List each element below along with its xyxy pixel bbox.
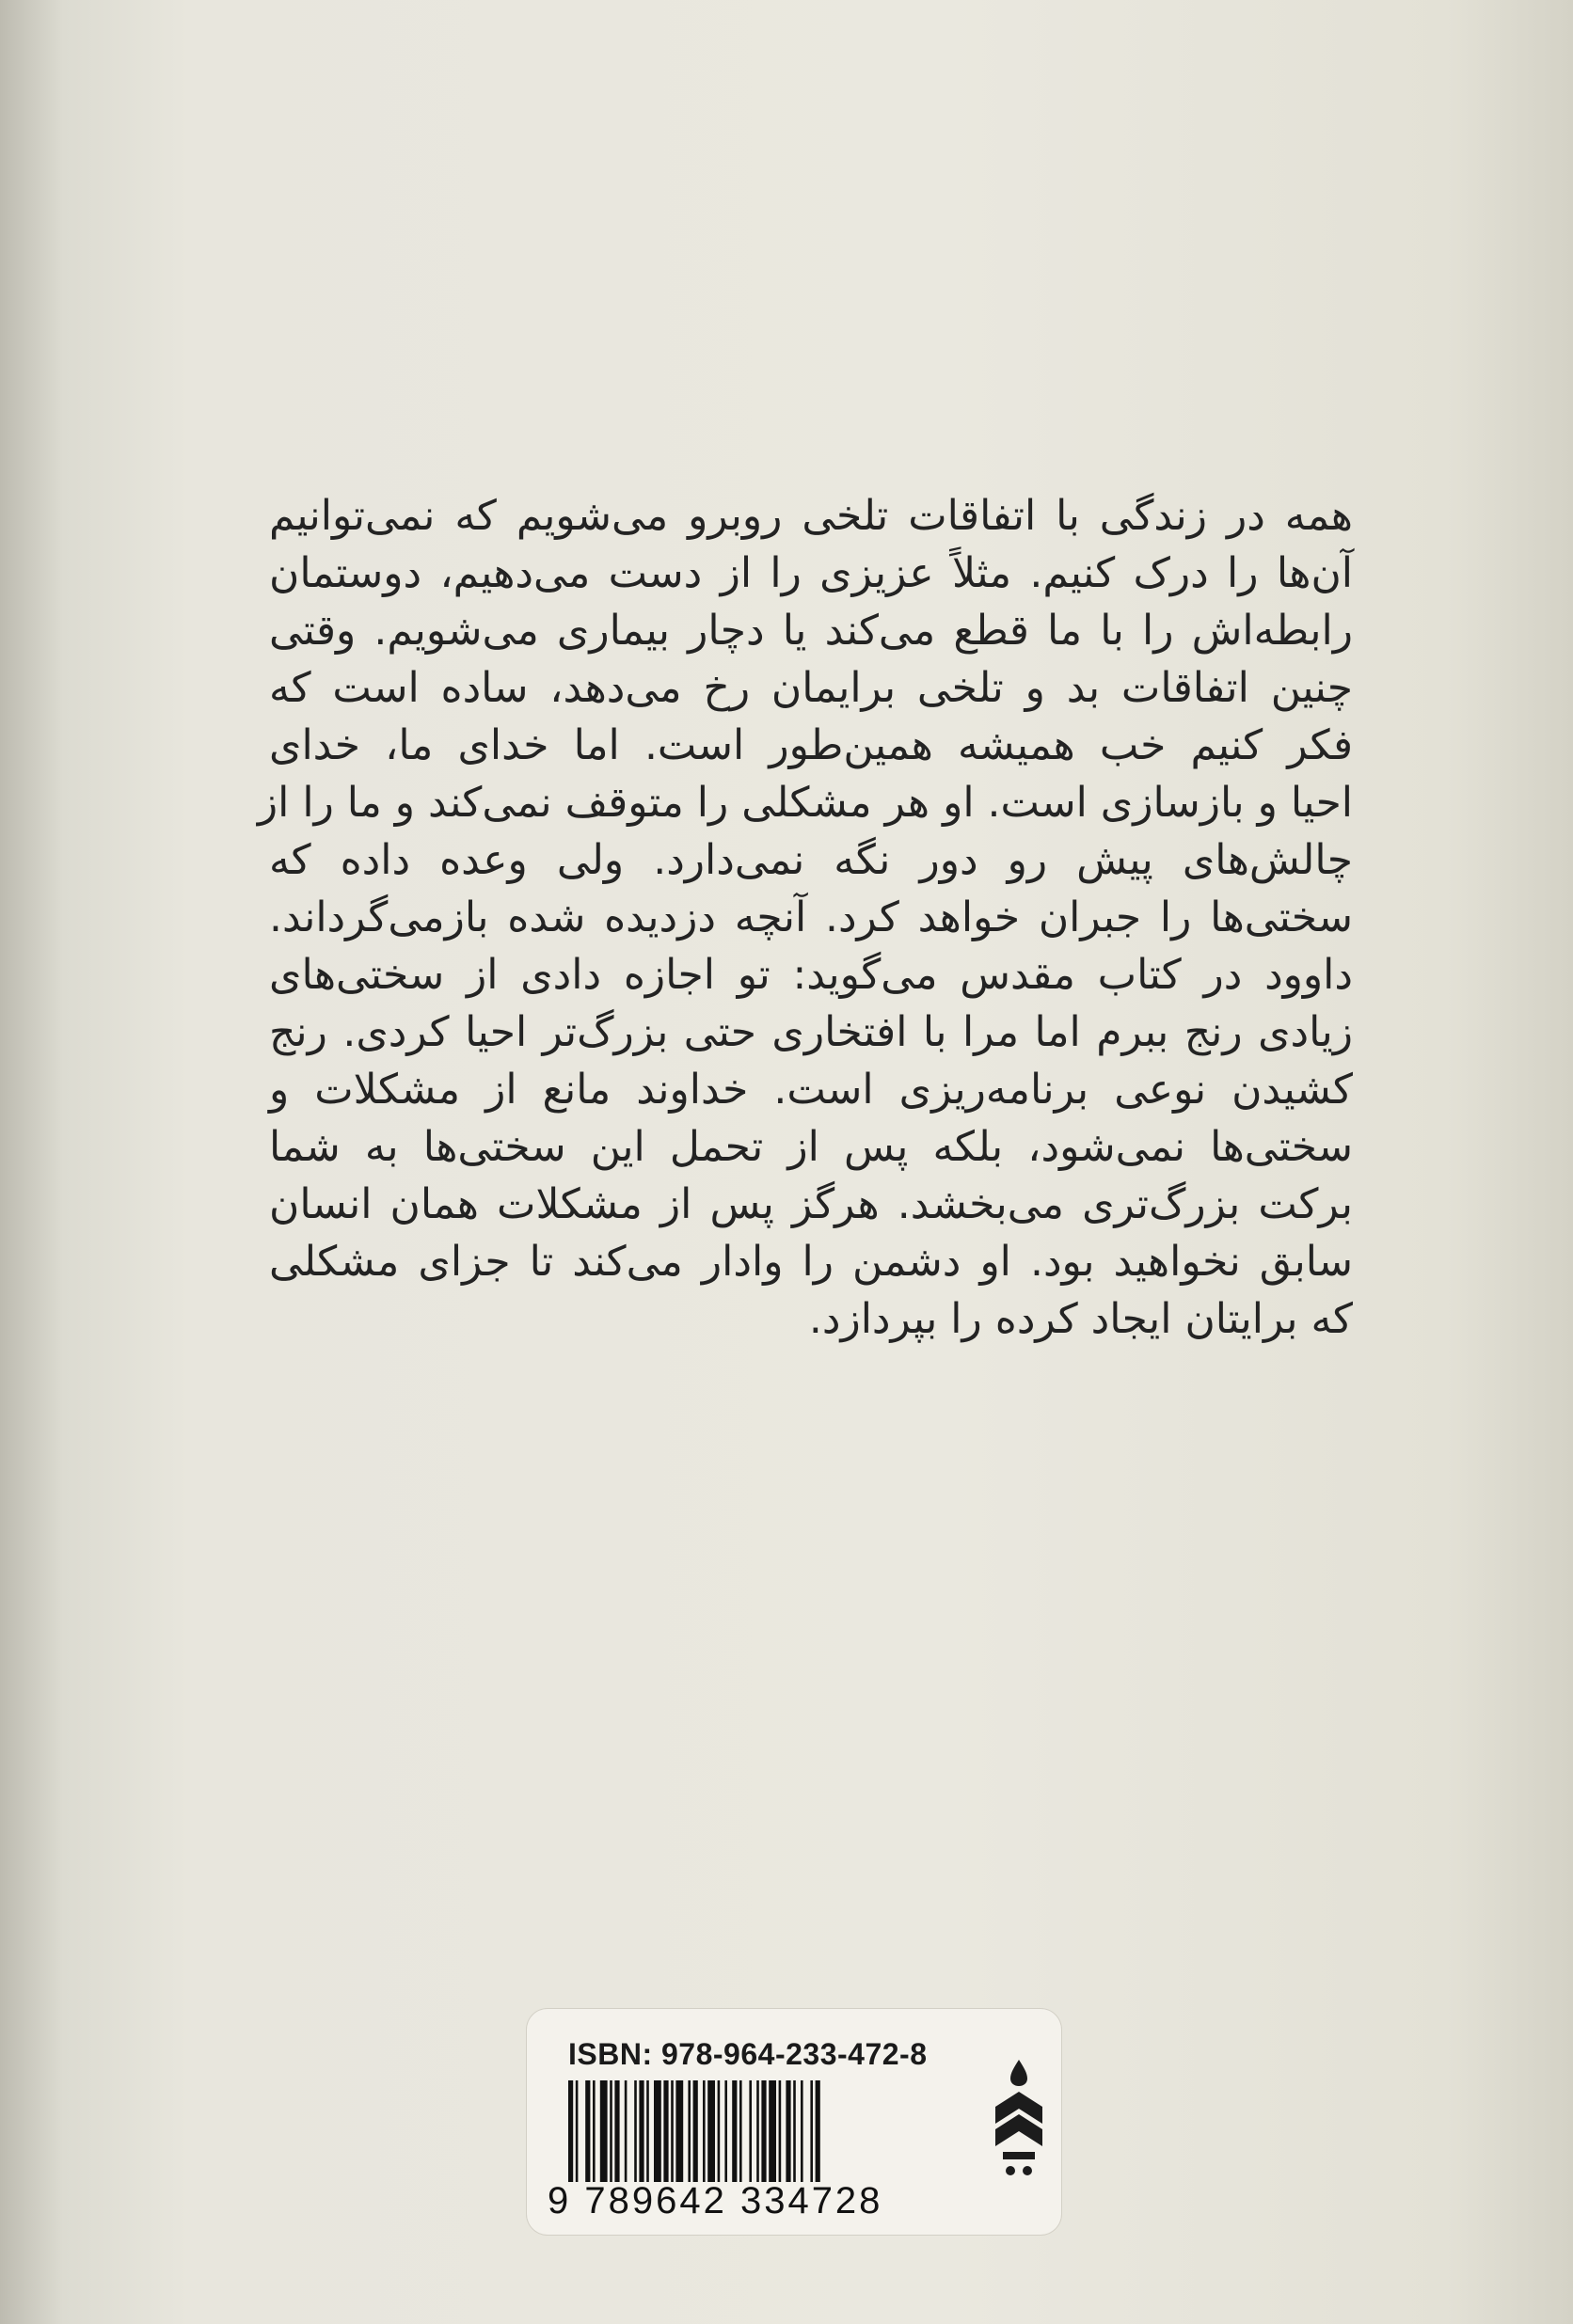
barcode-bar	[707, 2080, 715, 2182]
blurb-text	[257, 487, 1353, 1348]
barcode-bar	[639, 2080, 644, 2182]
barcode-digits: 9 789642 334728	[548, 2180, 883, 2221]
blurb-line: چنین اتفاقات بد و تلخی برایمان رخ می‌دهد، ساده است که	[269, 664, 1353, 712]
barcode-bar	[675, 2080, 683, 2182]
barcode	[568, 2080, 973, 2182]
barcode-bar	[600, 2080, 608, 2182]
blurb-line: داوود در کتاب مقدس می‌گوید: تو اجازه دادی از سختی‌های	[269, 951, 1353, 999]
blurb-line: سابق نخواهید بود. او دشمن را وادار می‌کند تا جزای مشکلی	[269, 1238, 1353, 1286]
barcode-bar	[801, 2080, 803, 2182]
barcode-bar	[810, 2080, 813, 2182]
barcode-bar	[593, 2080, 596, 2182]
blurb-line: زیادی رنج ببرم اما مرا با افتخاری حتی بزرگ‌تر احیا کردی. رنج	[269, 1008, 1353, 1056]
barcode-bar	[769, 2080, 776, 2182]
barcode-bar	[756, 2080, 759, 2182]
barcode-bar	[761, 2080, 766, 2182]
blurb-line: چالش‌های پیش رو دور نگه نمی‌دارد. ولی وعده داده که	[269, 836, 1353, 884]
barcode-bar	[724, 2080, 727, 2182]
barcode-bar	[568, 2080, 573, 2182]
barcode-bar	[610, 2080, 612, 2182]
barcode-bar	[625, 2080, 628, 2182]
barcode-bar	[663, 2080, 668, 2182]
barcode-bar	[779, 2080, 782, 2182]
isbn-text: ISBN: 978-964-233-472-8	[568, 2037, 928, 2071]
barcode-bar	[793, 2080, 796, 2182]
blurb-line: کشیدن نوعی برنامه‌ریزی است. خداوند مانع از مشکلات و	[269, 1066, 1353, 1114]
blurb-line: احیا و بازسازی است. او هر مشکلی را متوقف نمی‌کند و ما را از	[257, 779, 1353, 827]
blurb-line: که برایتان ایجاد کرده را بپردازد.	[808, 1295, 1353, 1343]
barcode-bar	[646, 2080, 649, 2182]
barcode-bar	[671, 2080, 674, 2182]
blurb-line: فکر کنیم خب همیشه همین‌طور است. اما خدای ما، خدای	[269, 721, 1353, 769]
blurb-line: همه در زندگی با اتفاقات تلخی روبرو می‌شویم که نمی‌توانیم	[269, 492, 1353, 540]
blurb-line: سختی‌ها را جبران خواهد کرد. آنچه دزدیده شده بازمی‌گرداند.	[269, 893, 1353, 941]
barcode-bar	[718, 2080, 721, 2182]
barcode-bar	[693, 2080, 698, 2182]
barcode-bar	[688, 2080, 691, 2182]
barcode-bar	[585, 2080, 590, 2182]
barcode-bar	[614, 2080, 619, 2182]
blurb-line: رابطه‌اش را با ما قطع می‌کند یا دچار بیماری می‌شویم. وقتی	[269, 607, 1353, 655]
barcode-bar	[786, 2080, 790, 2182]
barcode-bar	[739, 2080, 742, 2182]
barcode-bar	[576, 2080, 579, 2182]
barcode-bar	[703, 2080, 706, 2182]
barcode-bar	[732, 2080, 737, 2182]
publisher-logo-icon	[986, 2054, 1052, 2186]
blurb-line: آن‌ها را درک کنیم. مثلاً عزیزی را از دست می‌دهیم، دوستمان	[269, 549, 1353, 597]
barcode-bar	[654, 2080, 661, 2182]
blurb-line: سختی‌ها نمی‌شود، بلکه پس از تحمل این سختی‌ها به شما	[269, 1123, 1353, 1171]
barcode-bar	[634, 2080, 637, 2182]
blurb-line: برکت بزرگ‌تری می‌بخشد. هرگز پس از مشکلات همان انسان	[269, 1180, 1353, 1228]
barcode-bar	[816, 2080, 820, 2182]
barcode-bar	[749, 2080, 752, 2182]
isbn-label	[527, 2009, 1061, 2235]
